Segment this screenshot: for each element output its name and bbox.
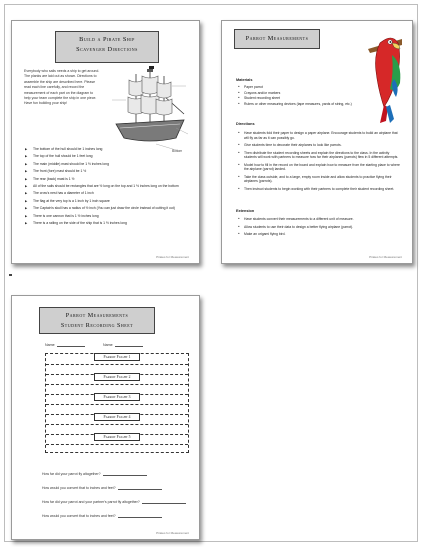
student-recording-sheet-page[interactable] <box>11 295 200 540</box>
flight-label: Parrot Flight 2 <box>94 373 140 381</box>
page-footer: Pirates for Measurement <box>369 255 402 259</box>
list-item: ● Have students convert their measurements to a different unit of measure. <box>236 217 401 222</box>
page-footer: Pirates for Measurement <box>156 531 189 535</box>
page-marker <box>9 274 12 276</box>
flight-label: Parrot Flight 5 <box>94 433 140 441</box>
hull-bottom-label: Bottom <box>172 149 183 153</box>
questions-section <box>42 472 192 528</box>
list-item: ▶ The main (middle) mast should be 1 ½ inches long <box>24 162 192 167</box>
flight-label: Parrot Flight 4 <box>94 413 140 421</box>
extension-heading: Extension <box>236 209 255 213</box>
name-field[interactable]: Name <box>45 343 102 347</box>
table-row <box>46 364 188 365</box>
parrot-tail <box>386 105 394 123</box>
page-footer: Pirates for Measurement <box>156 255 189 259</box>
page-title: Parrot Measurements <box>245 35 309 42</box>
crows-nest <box>147 69 153 72</box>
list-item: ● Take the class outside, and to a large, empty room inside and allow students to practice flying their airplanes (parrots). <box>236 175 401 184</box>
list-item: ▶ The bottom of the hull should be 1 inches long <box>24 147 192 152</box>
page-title-banner <box>39 307 155 334</box>
sail <box>129 80 143 96</box>
materials-list <box>236 85 356 108</box>
list-item: ▶ The flag at the very top is a 1 inch by 1 inch square <box>24 199 192 204</box>
parrot-illustration <box>362 29 408 125</box>
name-field[interactable]: Name <box>103 343 160 347</box>
table-row <box>46 384 188 385</box>
list-item: ● Model how to fill in the record on the board and explain how to measure from the starting place to where the airplane (parrot) landed. <box>236 163 401 172</box>
materials-heading: Materials <box>236 78 253 82</box>
directions-heading: Directions <box>236 122 255 126</box>
flight-recording-table <box>45 353 189 453</box>
list-item: ● Make an origami flying bird. <box>236 232 401 237</box>
question-line[interactable]: How would you convert that to inches and feet? <box>42 514 192 519</box>
list-item: ▶ The top of the hull should be 1 feet long <box>24 154 192 159</box>
flag <box>149 66 154 69</box>
page-subtitle: Student Recording Sheet <box>60 323 134 329</box>
list-item: ● Allow students to use their data to design a better flying airplane (parrot). <box>236 225 401 230</box>
hull <box>116 120 184 141</box>
name-fields <box>45 343 160 347</box>
list-item: ● Then instruct students to begin working with their partners to complete their student recording sheet. <box>236 187 401 192</box>
pirate-ship-illustration <box>106 66 194 156</box>
page-title: Build a Pirate Ship <box>79 36 135 43</box>
list-item: ▶ All of the sails should be rectangles that are ½ long on the top and 1 ½ inches long on the bottom <box>24 184 192 189</box>
question-line[interactable]: How would you convert that to inches and feet? <box>42 486 192 491</box>
list-item: ● Have students fold their paper to design a paper airplane. Encourage students to build an airplane that will fly as far as it can possibly go. <box>236 131 401 140</box>
list-item: ▶ The Captain's skull has a radius of ½ inch (You can just draw the circle instead of cutting it out) <box>24 206 192 211</box>
list-item: ▶ The rear (back) mast is 1 ½ <box>24 177 192 182</box>
page-title: Parrot Measurements <box>65 313 129 319</box>
list-item: ● Student recording sheet <box>236 96 356 101</box>
question-line[interactable]: How far did your parrot fly altogether? <box>42 472 192 477</box>
sail <box>156 99 172 115</box>
measurement-rules-list <box>24 147 192 228</box>
list-item: ● Rulers or other measuring devices (tape measures, yards of string, etc.) <box>236 102 356 107</box>
pirate-ship-directions-page[interactable] <box>11 20 200 264</box>
table-row <box>46 444 188 445</box>
flight-label: Parrot Flight 1 <box>94 353 140 361</box>
list-item: ▶ The front (fore) mast should be 1 ½ <box>24 169 192 174</box>
page-subtitle: Scavenger Directions <box>76 46 138 53</box>
list-item: ● Give students time to decorate their airplanes to look like parrots. <box>236 143 401 148</box>
extension-list <box>236 217 401 240</box>
list-item: ● Paper parrot <box>236 85 356 90</box>
list-item: ▶ There is a railing on the side of the ship that is 1 ½ inches long <box>24 221 192 226</box>
intro-paragraph: Everybody who sails needs a ship to get around. The planks are laid out as shown. Directions to assemble the ship are described here. Please read each line carefully, and record the measurement of each part on the diagram to help your team complete the ship in one piece. Have fun building your ship! <box>24 69 100 106</box>
parrot-measurements-page[interactable] <box>221 20 413 264</box>
directions-list <box>236 131 401 194</box>
page-title-banner <box>55 31 159 63</box>
list-item: ▶ There is one cannon that is 1 ½ inches long <box>24 214 192 219</box>
sail <box>142 76 158 94</box>
flight-label: Parrot Flight 3 <box>94 393 140 401</box>
sail <box>157 82 171 98</box>
table-row <box>46 404 188 405</box>
list-item: ● Then distribute the student recording sheets and explain the directions to the class. In the activity students will work with partners to measure how far their airplanes (parrots) flew in 5 different attempts. <box>236 151 401 160</box>
table-row <box>46 424 188 425</box>
page-title-banner <box>234 29 320 49</box>
question-line[interactable]: How far did your parrot and your partner's parrot fly altogether? <box>42 500 192 505</box>
list-item: ● Crayons and/or markers <box>236 91 356 96</box>
list-item: ▶ The crow's nest has a diameter of 1 inch <box>24 191 192 196</box>
